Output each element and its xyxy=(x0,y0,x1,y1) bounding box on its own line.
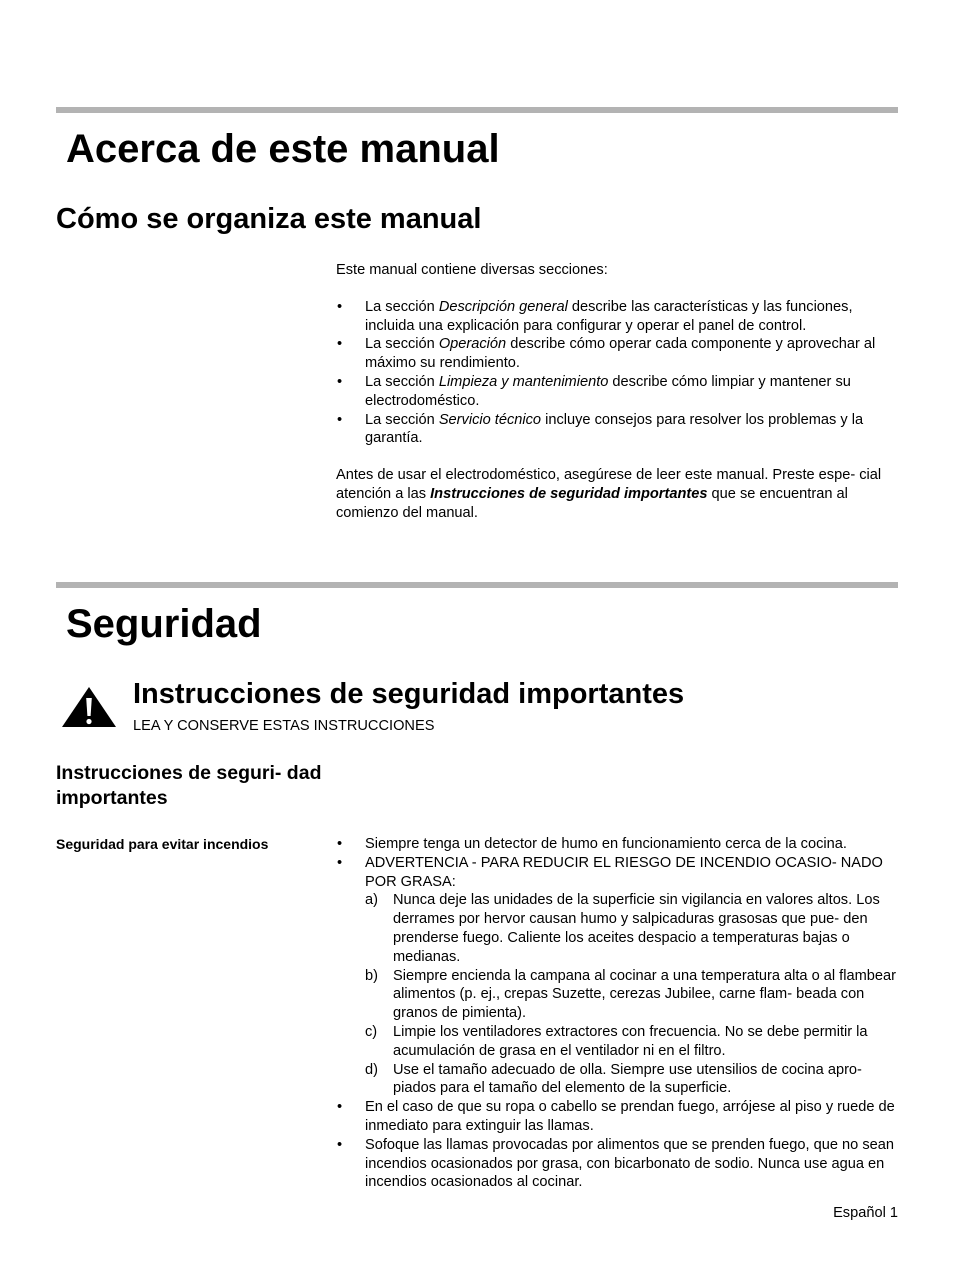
list-item: d) Use el tamaño adecuado de olla. Siempre use utensilios de cocina apro- piados para el tamaño del elemento de la superficie. xyxy=(365,1061,862,1097)
list-item: • La sección Limpieza y mantenimiento describe cómo limpiar y mantener su electrodoméstico. xyxy=(336,373,898,411)
important-safety-caption: LEA Y CONSERVE ESTAS INSTRUCCIONES xyxy=(133,718,435,734)
fire-safety-list xyxy=(336,835,898,1192)
list-item: • La sección Operación describe cómo operar cada componente y aprovechar al máximo su rendimiento. xyxy=(336,335,898,373)
list-item: • En el caso de que su ropa o cabello se prendan fuego, arrójese al piso y ruede de inmediato para extinguir las llamas. xyxy=(336,1098,898,1136)
section-name: Descripción general xyxy=(438,298,568,315)
section-name: Servicio técnico xyxy=(438,411,542,428)
warning-triangle-icon xyxy=(60,685,118,729)
subsection-heading: Instrucciones de seguri- dad importantes xyxy=(56,762,322,809)
list-item: b) Siempre encienda la campana al cocinar a una temperatura alta o al flambear alimentos (p. ej., crepas Suzette, cerezas Jubilee, carne flam- beada con granos de pimienta). xyxy=(365,967,896,1022)
list-item xyxy=(336,854,898,1098)
organization-heading: Cómo se organiza este manual xyxy=(56,203,482,235)
list-item: • La sección Servicio técnico incluye consejos para resolver los problemas y la garantía. xyxy=(336,411,898,449)
list-item: • La sección Descripción general describe las características y las funciones, incluida una explicación para configurar y operar el panel de control. xyxy=(336,298,898,336)
grease-fire-steps xyxy=(365,891,898,1098)
fire-safety-label: Seguridad para evitar incendios xyxy=(56,836,269,852)
page-number: Español 1 xyxy=(833,1205,898,1221)
organization-closing: Antes de usar el electrodoméstico, asegúrese de leer este manual. Preste espe- cial atención a las Instrucciones de seguridad importantes que se encuentran al comienzo del manual. xyxy=(336,467,882,521)
list-item: • Sofoque las llamas provocadas por alimentos que se prenden fuego, que no sean incendios ocasionados por grasa, con bicarbonato de sodio. Nunca use agua en incendios ocasionados al cocinar. xyxy=(336,1136,898,1192)
section-name: Operación xyxy=(438,336,507,353)
list-item: c) Limpie los ventiladores extractores con frecuencia. No se debe permitir la acumulación de grasa en el ventilador ni en el filtro. xyxy=(365,1023,868,1059)
page-title-about: Acerca de este manual xyxy=(66,127,500,171)
organization-intro: Este manual contiene diversas secciones: xyxy=(336,262,608,278)
organization-body xyxy=(336,261,898,523)
grease-fire-warning: ADVERTENCIA - PARA REDUCIR EL RIESGO DE INCENDIO OCASIO- NADO POR GRASA: xyxy=(365,854,883,890)
section-list xyxy=(336,298,898,448)
fire-safety-body xyxy=(336,835,898,1192)
list-item: • Siempre tenga un detector de humo en funcionamiento cerca de la cocina. xyxy=(336,835,898,854)
important-safety-heading: Instrucciones de seguridad importantes xyxy=(133,678,685,710)
section-rule-safety xyxy=(56,582,898,588)
section-name: Limpieza y mantenimiento xyxy=(438,373,609,390)
safety-reference: Instrucciones de seguridad importantes xyxy=(430,485,708,502)
page-title-safety: Seguridad xyxy=(66,602,262,646)
list-item: a) Nunca deje las unidades de la superficie sin vigilancia en valores altos. Los derrames por hervor causan humo y salpicaduras grasosas que pue- den prenderse fuego. Caliente los aceites despacio a temperaturas bajas o medianas. xyxy=(365,892,880,965)
section-rule-about xyxy=(56,107,898,113)
